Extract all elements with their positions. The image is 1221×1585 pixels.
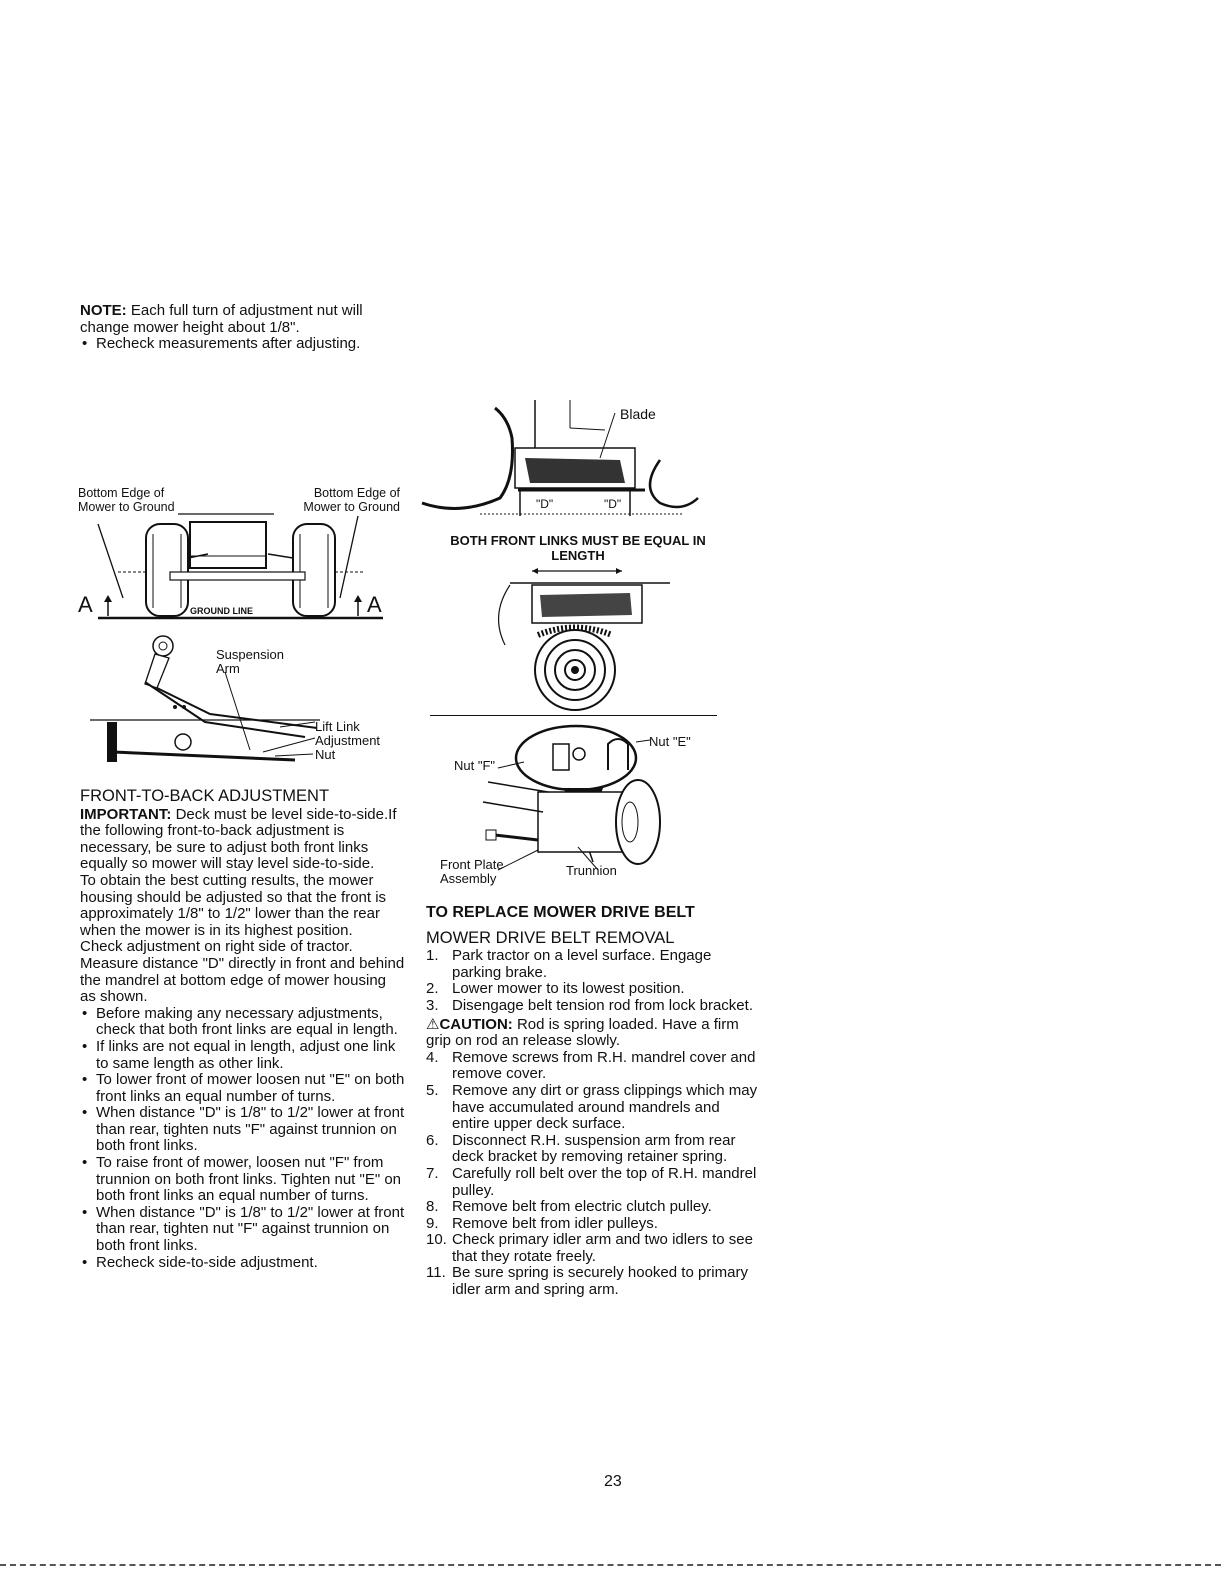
list-item — [426, 1216, 761, 1233]
blade-distance-drawing — [420, 398, 720, 518]
lift-link-label: Lift Link Adjustment Nut — [315, 719, 381, 762]
note-label: NOTE: — [80, 302, 127, 319]
step-number: 2. — [426, 980, 439, 998]
list-item: • Before making any necessary adjustments, check that both front links are equal in length. — [80, 1006, 405, 1039]
list-item — [426, 998, 761, 1015]
suspension-arm-label: Suspension Arm — [216, 647, 284, 676]
step-number: 4. — [426, 1048, 439, 1066]
note-text: Each full turn of adjustment nut will change mower height about 1/8". — [80, 302, 363, 336]
dimension-a-right: A — [367, 592, 382, 617]
list-item — [426, 981, 761, 998]
list-item: • To raise front of mower, loosen nut "F" from trunnion on both front links. Tighten nut "E" on both front links an equal number of turns. — [80, 1155, 405, 1205]
bottom-divider — [0, 1564, 1221, 1566]
list-item — [426, 948, 761, 981]
important-text: Deck must be level side-to-side.If the following front-to-back adjustment is necessary, be sure to adjust both front links equally so mower will stay level side-to-side. — [80, 805, 397, 873]
step-number: 9. — [426, 1214, 439, 1232]
para-best-results: To obtain the best cutting results, the mower housing should be adjusted so that the front is approximately 1/8" to 1/2" lower than the rear when the mower is in its highest position. — [80, 871, 387, 939]
trunnion-label: Trunnion — [566, 863, 617, 878]
front-link-wheel-figure — [480, 565, 700, 715]
caution-note — [426, 1017, 761, 1050]
note-block — [80, 303, 400, 353]
step-text: Carefully roll belt over the top of R.H. mandrel pulley. — [452, 1164, 757, 1199]
mower-ground-figure — [78, 486, 403, 621]
step-number: 3. — [426, 996, 439, 1014]
step-text: Remove any dirt or grass clippings which may have accumulated around mandrels and entire upper deck surface. — [452, 1081, 758, 1133]
step-text: Remove belt from idler pulleys. — [452, 1214, 658, 1232]
front-links-caption: BOTH FRONT LINKS MUST BE EQUAL IN LENGTH — [450, 533, 706, 563]
para-check-adjustment: Check adjustment on right side of tractor. Measure distance "D" directly in front and behind the mandrel at bottom edge of mower housing as shown. — [80, 938, 405, 1006]
list-item — [426, 1199, 761, 1216]
blade-label: Blade — [620, 406, 656, 422]
nut-trunnion-figure — [438, 722, 728, 890]
d-label-left: "D" — [536, 497, 554, 511]
list-item — [426, 1083, 761, 1133]
figure-divider — [430, 715, 717, 716]
mower-ground-drawing — [78, 486, 403, 621]
nut-e-label: Nut "E" — [649, 734, 691, 749]
adjustment-bullets — [80, 1006, 405, 1272]
step-text: Disengage belt tension rod from lock bracket. — [452, 996, 753, 1014]
step-text: Be sure spring is securely hooked to primary idler arm and spring arm. — [452, 1264, 748, 1299]
ground-line-label: GROUND LINE — [190, 606, 253, 616]
step-text: Remove belt from electric clutch pulley. — [452, 1198, 712, 1216]
front-link-wheel-drawing — [480, 565, 700, 715]
suspension-arm-figure — [85, 632, 405, 772]
list-item — [426, 1265, 761, 1298]
step-text: Park tractor on a level surface. Engage parking brake. — [452, 947, 712, 981]
list-item: • If links are not equal in length, adjust one link to same length as other link. — [80, 1039, 405, 1072]
step-number: 5. — [426, 1081, 439, 1099]
list-item: • Recheck side-to-side adjustment. — [80, 1255, 405, 1272]
important-label: IMPORTANT: — [80, 805, 172, 823]
front-to-back-section — [80, 788, 405, 1271]
removal-steps-b — [426, 1050, 761, 1299]
caution-label: CAUTION: — [439, 1015, 513, 1033]
list-item — [426, 1166, 761, 1199]
front-to-back-heading: FRONT-TO-BACK ADJUSTMENT — [80, 787, 330, 805]
step-number: 10. — [426, 1231, 447, 1249]
d-label-right: "D" — [604, 497, 622, 511]
page-number: 23 — [604, 1473, 622, 1490]
list-item — [426, 1133, 761, 1166]
drive-belt-heading: TO REPLACE MOWER DRIVE BELT — [426, 904, 695, 921]
nut-f-label: Nut "F" — [454, 758, 496, 773]
list-item — [426, 1232, 761, 1265]
step-number: 11. — [426, 1264, 446, 1282]
step-text: Lower mower to its lowest position. — [452, 980, 685, 998]
list-item: • When distance "D" is 1/8" to 1/2" lower at front than rear, tighten nuts "F" against trunnion on both front links. — [80, 1105, 405, 1155]
caution-text: Rod is spring loaded. Have a firm grip on rod an release slowly. — [426, 1015, 739, 1050]
list-item — [426, 1050, 761, 1083]
dimension-a-left: A — [78, 592, 93, 617]
list-item: • When distance "D" is 1/8" to 1/2" lower at front than rear, tighten nut "F" against trunnion on both front links. — [80, 1205, 405, 1255]
warning-icon: ⚠ — [426, 1015, 440, 1033]
note-bullet: • Recheck measurements after adjusting. — [80, 336, 400, 353]
drive-belt-section — [426, 905, 761, 1299]
step-number: 6. — [426, 1131, 439, 1149]
step-number: 1. — [426, 947, 439, 965]
front-plate-label: Front Plate Assembly — [440, 857, 504, 886]
bottom-edge-label-right: Bottom Edge of Mower to Ground — [303, 486, 400, 514]
list-item: • To lower front of mower loosen nut "E" on both front links an equal number of turns. — [80, 1072, 405, 1105]
step-text: Remove screws from R.H. mandrel cover and remove cover. — [452, 1048, 756, 1083]
belt-removal-subheading: MOWER DRIVE BELT REMOVAL — [426, 928, 675, 947]
step-text: Check primary idler arm and two idlers to see that they rotate freely. — [452, 1231, 753, 1265]
blade-distance-figure — [420, 398, 720, 518]
bottom-edge-label-left: Bottom Edge of Mower to Ground — [78, 486, 175, 514]
step-number: 8. — [426, 1198, 439, 1216]
step-number: 7. — [426, 1164, 439, 1182]
step-text: Disconnect R.H. suspension arm from rear deck bracket by removing retainer spring. — [452, 1131, 736, 1166]
removal-steps-a — [426, 948, 761, 1014]
